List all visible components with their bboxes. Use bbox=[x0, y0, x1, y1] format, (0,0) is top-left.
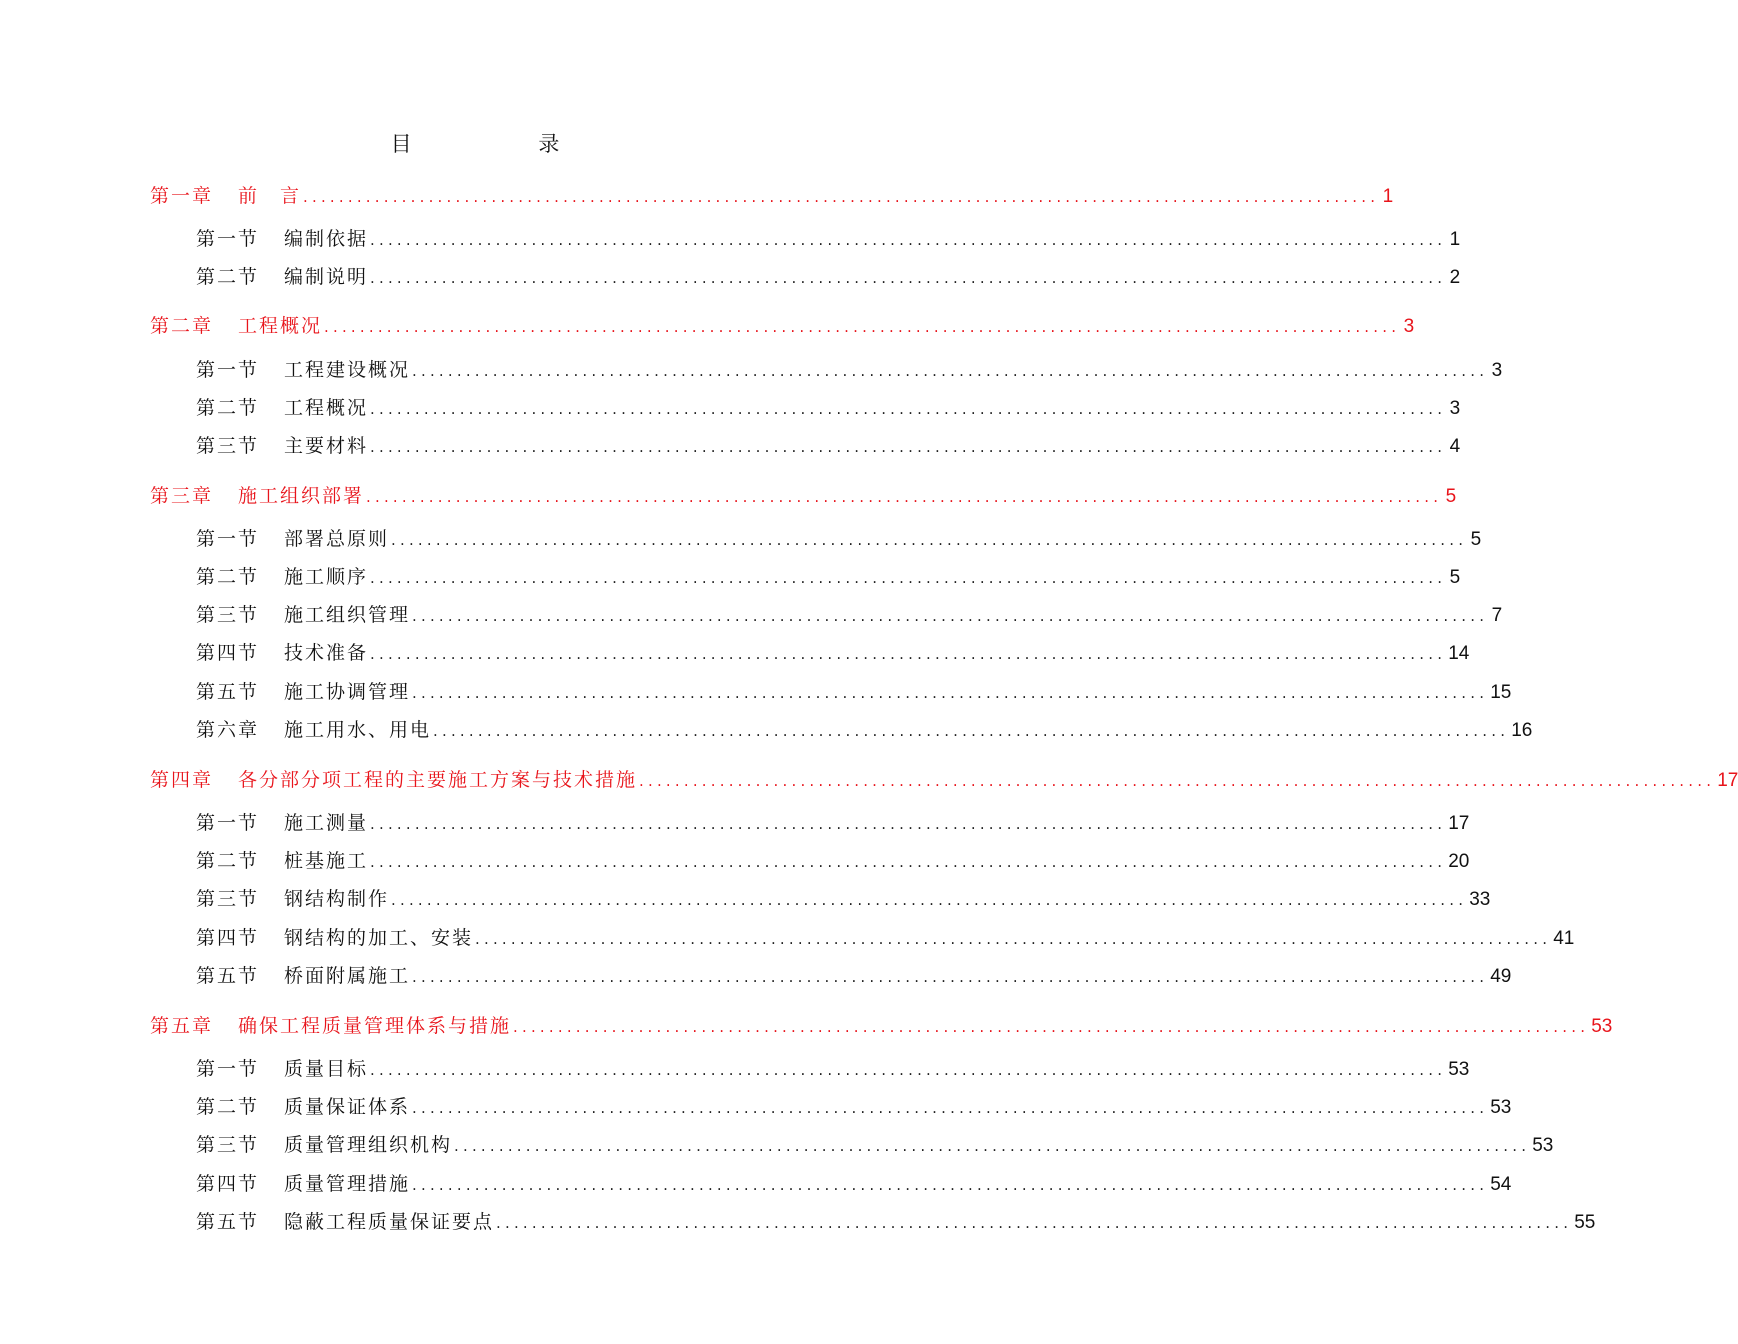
toc-leader-dots: ........................................................................................................................ bbox=[412, 684, 1489, 702]
toc-page-number: 5 bbox=[1445, 486, 1457, 507]
toc-chapter-entry[interactable] bbox=[150, 312, 1415, 340]
toc-entry-title: 前 言 bbox=[238, 185, 302, 207]
toc-entry-label: 第二节 bbox=[196, 850, 260, 872]
toc-entry-title: 质量目标 bbox=[284, 1058, 369, 1080]
toc-chapter-entry[interactable] bbox=[150, 766, 1738, 794]
toc-entry-title: 工程概况 bbox=[238, 315, 323, 337]
toc-section-entry[interactable] bbox=[196, 1055, 1470, 1083]
toc-leader-dots: ........................................................................................................................ bbox=[475, 930, 1552, 948]
toc-page-number: 2 bbox=[1449, 267, 1461, 288]
toc-entry-title: 各分部分项工程的主要施工方案与技术措施 bbox=[238, 769, 638, 791]
toc-leader-dots: ........................................................................................................................ bbox=[496, 1214, 1573, 1232]
toc-page-number: 5 bbox=[1470, 529, 1482, 550]
toc-leader-dots: ........................................................................................................................ bbox=[370, 1061, 1447, 1079]
toc-page-number: 53 bbox=[1448, 1059, 1470, 1080]
toc-entry-label: 第二节 bbox=[196, 1096, 260, 1118]
toc-entry-label: 第五节 bbox=[196, 681, 260, 703]
toc-entry-title: 质量管理措施 bbox=[284, 1173, 411, 1195]
toc-entry-title: 质量管理组织机构 bbox=[284, 1134, 453, 1156]
toc-chapter-entry[interactable] bbox=[150, 182, 1394, 210]
toc-page-number: 20 bbox=[1448, 851, 1470, 872]
toc-page-number: 5 bbox=[1449, 567, 1461, 588]
toc-page-number: 33 bbox=[1469, 889, 1491, 910]
toc-entry-label: 第五章 bbox=[150, 1015, 214, 1037]
toc-section-entry[interactable] bbox=[196, 885, 1491, 913]
toc-entry-label: 第一节 bbox=[196, 228, 260, 250]
toc-entry-title: 工程概况 bbox=[284, 397, 369, 419]
toc-entry-title: 施工组织部署 bbox=[238, 485, 365, 507]
toc-page-number: 55 bbox=[1574, 1212, 1596, 1233]
toc-entry-label: 第一节 bbox=[196, 528, 260, 550]
toc-page-number: 1 bbox=[1449, 229, 1461, 250]
toc-entry-label: 第三节 bbox=[196, 435, 260, 457]
toc-page-number: 3 bbox=[1449, 398, 1461, 419]
toc-section-entry[interactable] bbox=[196, 356, 1503, 384]
toc-section-entry[interactable] bbox=[196, 1131, 1554, 1159]
toc-section-entry[interactable] bbox=[196, 809, 1470, 837]
toc-entry-title: 主要材料 bbox=[284, 435, 369, 457]
toc-entry-label: 第一节 bbox=[196, 1058, 260, 1080]
toc-entry-title: 桥面附属施工 bbox=[284, 965, 411, 987]
toc-entry-title: 确保工程质量管理体系与措施 bbox=[238, 1015, 512, 1037]
toc-entry-title: 施工用水、用电 bbox=[284, 719, 432, 741]
toc-leader-dots: ........................................................................................................................ bbox=[370, 645, 1447, 663]
toc-entry-title: 钢结构制作 bbox=[284, 888, 390, 910]
toc-entry-title: 施工顺序 bbox=[284, 566, 369, 588]
toc-leader-dots: ........................................................................................................................ bbox=[412, 362, 1489, 380]
toc-page-number: 53 bbox=[1532, 1135, 1554, 1156]
toc-page-number: 53 bbox=[1591, 1016, 1613, 1037]
toc-entry-title: 施工协调管理 bbox=[284, 681, 411, 703]
toc-leader-dots: ........................................................................................................................ bbox=[370, 400, 1447, 418]
toc-leader-dots: ........................................................................................................................ bbox=[412, 1099, 1489, 1117]
toc-entry-label: 第二节 bbox=[196, 266, 260, 288]
toc-section-entry[interactable] bbox=[196, 924, 1575, 952]
toc-leader-dots: ........................................................................................................................ bbox=[412, 968, 1489, 986]
toc-entry-label: 第五节 bbox=[196, 1211, 260, 1233]
toc-section-entry[interactable] bbox=[196, 1170, 1512, 1198]
toc-leader-dots: ........................................................................................................................ bbox=[370, 231, 1447, 249]
toc-leader-dots: ........................................................................................................................ bbox=[370, 269, 1447, 287]
toc-entry-label: 第六章 bbox=[196, 719, 260, 741]
toc-page-number: 3 bbox=[1403, 316, 1415, 337]
toc-entry-title: 质量保证体系 bbox=[284, 1096, 411, 1118]
toc-entry-title: 工程建设概况 bbox=[284, 359, 411, 381]
toc-chapter-entry[interactable] bbox=[150, 482, 1457, 510]
toc-page-number: 7 bbox=[1491, 605, 1503, 626]
toc-entry-label: 第四节 bbox=[196, 642, 260, 664]
toc-leader-dots: ........................................................................................................................ bbox=[370, 815, 1447, 833]
toc-section-entry[interactable] bbox=[196, 716, 1533, 744]
toc-page-number: 53 bbox=[1490, 1097, 1512, 1118]
toc-entry-title: 钢结构的加工、安装 bbox=[284, 927, 474, 949]
toc-section-entry[interactable] bbox=[196, 563, 1461, 591]
toc-leader-dots: ........................................................................................................................ bbox=[370, 569, 1447, 587]
toc-entry-label: 第四节 bbox=[196, 927, 260, 949]
toc-section-entry[interactable] bbox=[196, 525, 1482, 553]
toc-page-number: 15 bbox=[1490, 682, 1512, 703]
toc-leader-dots: ........................................................................................................................ bbox=[412, 1176, 1489, 1194]
toc-entry-label: 第五节 bbox=[196, 965, 260, 987]
toc-entry-title: 施工组织管理 bbox=[284, 604, 411, 626]
toc-page-number: 1 bbox=[1382, 186, 1394, 207]
toc-entry-title: 部署总原则 bbox=[284, 528, 390, 550]
toc-page-number: 54 bbox=[1490, 1174, 1512, 1195]
toc-section-entry[interactable] bbox=[196, 639, 1470, 667]
toc-entry-label: 第三节 bbox=[196, 604, 260, 626]
toc-entry-title: 编制依据 bbox=[284, 228, 369, 250]
toc-section-entry[interactable] bbox=[196, 847, 1470, 875]
toc-entry-label: 第一节 bbox=[196, 359, 260, 381]
toc-section-entry[interactable] bbox=[196, 962, 1512, 990]
toc-leader-dots: ........................................................................................................................ bbox=[433, 722, 1510, 740]
toc-leader-dots: ........................................................................................................................ bbox=[366, 488, 1443, 506]
toc-section-entry[interactable] bbox=[196, 1093, 1512, 1121]
toc-page-number: 4 bbox=[1449, 436, 1461, 457]
toc-page-number: 16 bbox=[1511, 720, 1533, 741]
toc-entry-label: 第一章 bbox=[150, 185, 214, 207]
toc-section-entry[interactable] bbox=[196, 263, 1461, 291]
toc-entry-title: 施工测量 bbox=[284, 812, 369, 834]
toc-entry-label: 第二章 bbox=[150, 315, 214, 337]
toc-section-entry[interactable] bbox=[196, 432, 1461, 460]
toc-section-entry[interactable] bbox=[196, 678, 1512, 706]
toc-leader-dots: ........................................................................................................................ bbox=[639, 772, 1716, 790]
toc-leader-dots: ........................................................................................................................ bbox=[391, 891, 1468, 909]
toc-leader-dots: ........................................................................................................................ bbox=[412, 607, 1489, 625]
toc-section-entry[interactable] bbox=[196, 1208, 1596, 1236]
toc-entry-title: 技术准备 bbox=[284, 642, 369, 664]
toc-leader-dots: ........................................................................................................................ bbox=[370, 438, 1447, 456]
toc-leader-dots: ........................................................................................................................ bbox=[513, 1018, 1590, 1036]
toc-entry-label: 第二节 bbox=[196, 397, 260, 419]
toc-page-number: 14 bbox=[1448, 643, 1470, 664]
toc-entry-label: 第三章 bbox=[150, 485, 214, 507]
toc-page-number: 17 bbox=[1717, 770, 1738, 791]
toc-entry-label: 第二节 bbox=[196, 566, 260, 588]
toc-entry-label: 第三节 bbox=[196, 1134, 260, 1156]
toc-entry-label: 第四章 bbox=[150, 769, 214, 791]
toc-page-number: 17 bbox=[1448, 813, 1470, 834]
toc-leader-dots: ........................................................................................................................ bbox=[324, 318, 1401, 336]
toc-page-number: 3 bbox=[1491, 360, 1503, 381]
toc-entry-title: 隐蔽工程质量保证要点 bbox=[284, 1211, 495, 1233]
toc-entry-label: 第三节 bbox=[196, 888, 260, 910]
toc-leader-dots: ........................................................................................................................ bbox=[454, 1137, 1531, 1155]
toc-entry-label: 第一节 bbox=[196, 812, 260, 834]
toc-leader-dots: ........................................................................................................................ bbox=[391, 531, 1468, 549]
toc-leader-dots: ........................................................................................................................ bbox=[370, 853, 1447, 871]
toc-entry-title: 编制说明 bbox=[284, 266, 369, 288]
toc-page-number: 41 bbox=[1553, 928, 1575, 949]
toc-leader-dots: ........................................................................................................................ bbox=[303, 188, 1380, 206]
toc-entry-label: 第四节 bbox=[196, 1173, 260, 1195]
toc-section-entry[interactable] bbox=[196, 601, 1503, 629]
toc-entry-title: 桩基施工 bbox=[284, 850, 369, 872]
toc-section-entry[interactable] bbox=[196, 225, 1461, 253]
toc-page-number: 49 bbox=[1490, 966, 1512, 987]
toc-section-entry[interactable] bbox=[196, 394, 1461, 422]
toc-chapter-entry[interactable] bbox=[150, 1012, 1613, 1040]
toc-title: 目 录 bbox=[390, 132, 620, 156]
